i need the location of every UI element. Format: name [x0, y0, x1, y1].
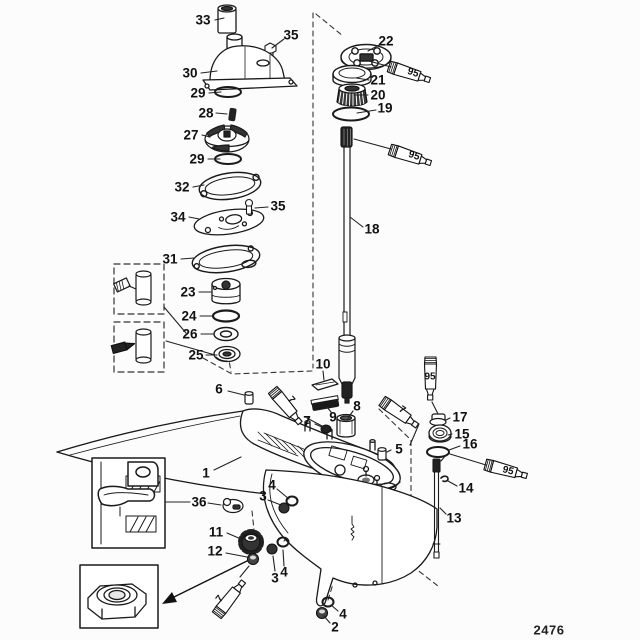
- pump-base-gasket-32: [197, 169, 262, 203]
- part-label-33: 33: [195, 12, 211, 28]
- dowel-pin-5: [378, 448, 386, 460]
- part-label-18: 18: [364, 221, 380, 237]
- bolt-35b: [246, 200, 253, 215]
- part-label-30: 30: [182, 65, 198, 81]
- tube-label-7a: 7: [284, 394, 298, 406]
- part-label-12: 12: [207, 543, 223, 559]
- part-label-27: 27: [183, 127, 199, 143]
- oil-seal-25: [214, 347, 240, 362]
- part-label-35b: 35: [270, 198, 286, 214]
- part-label-5: 5: [395, 441, 403, 457]
- part-label-26: 26: [182, 326, 198, 342]
- pump-face-plate-34: [193, 205, 266, 239]
- tube-label-95c: 95: [424, 371, 436, 383]
- bearing-race-21: [333, 66, 371, 87]
- part-label-21: 21: [370, 72, 386, 88]
- tube-label-95d: 95: [501, 464, 515, 478]
- part-label-23: 23: [180, 284, 196, 300]
- o-ring-24: [213, 311, 239, 322]
- part-label-4c: 4: [339, 606, 347, 622]
- dowel-pin-6: [245, 392, 253, 404]
- tube-label-95a: 95: [406, 66, 420, 80]
- part-label-35a: 35: [283, 27, 299, 43]
- tube-label-7c: 7: [213, 593, 227, 605]
- part-label-22: 22: [378, 33, 394, 49]
- part-label-29a: 29: [190, 85, 206, 101]
- sealant-instruction-box-b: [111, 322, 164, 372]
- part-label-9: 9: [329, 409, 337, 425]
- part-label-13: 13: [446, 510, 462, 526]
- washer-26: [214, 328, 238, 341]
- driveshaft: [339, 127, 355, 403]
- part-label-2: 2: [331, 619, 339, 635]
- part-label-32: 32: [174, 179, 190, 195]
- gasket-31: [191, 241, 262, 276]
- bushing-8: [337, 415, 355, 438]
- part-label-4b: 4: [280, 564, 288, 580]
- part-label-10: 10: [315, 356, 331, 372]
- tube-label-95b: 95: [407, 149, 421, 163]
- drawing-number: 2476: [533, 622, 565, 638]
- anode-36: [223, 499, 243, 513]
- impeller: [205, 125, 249, 152]
- part-label-1: 1: [202, 465, 210, 481]
- part-label-8: 8: [353, 398, 361, 414]
- part-label-31: 31: [162, 251, 178, 267]
- shift-shaft-cap-17: [430, 414, 446, 426]
- part-label-16: 16: [462, 436, 478, 452]
- part-label-24: 24: [181, 308, 197, 324]
- part-label-4a: 4: [268, 477, 276, 493]
- shift-shaft-bushing-15: [429, 425, 451, 442]
- part-label-17: 17: [452, 409, 468, 425]
- o-ring-19: [333, 108, 369, 121]
- part-label-3a: 3: [259, 488, 267, 504]
- part-label-14: 14: [458, 480, 474, 496]
- anode-detail-box: [92, 458, 165, 548]
- washer-4b: [278, 538, 289, 547]
- impeller-key: [228, 108, 237, 122]
- anode-gear-11: [240, 531, 262, 553]
- part-label-29b: 29: [189, 151, 205, 167]
- part-label-36: 36: [191, 494, 207, 510]
- part-label-25: 25: [188, 347, 204, 363]
- clip-14: [441, 476, 448, 481]
- part-label-6: 6: [215, 381, 223, 397]
- part-label-7: 7: [303, 413, 311, 429]
- locknut-detail-box: [80, 565, 158, 628]
- nut-12: [248, 554, 259, 565]
- part-label-19: 19: [377, 100, 393, 116]
- part-label-3b: 3: [271, 570, 279, 586]
- nut-3b: [267, 544, 277, 554]
- part-label-20: 20: [370, 87, 386, 103]
- shim-10: [312, 379, 338, 390]
- oil-seal-carrier-23: [212, 279, 240, 304]
- tube-label-7b: 7: [396, 403, 408, 417]
- part-label-28: 28: [198, 105, 214, 121]
- part-label-15: 15: [454, 426, 470, 442]
- sealant-instruction-box-a: [114, 264, 164, 314]
- part-label-11: 11: [208, 524, 224, 540]
- part-label-34: 34: [170, 209, 186, 225]
